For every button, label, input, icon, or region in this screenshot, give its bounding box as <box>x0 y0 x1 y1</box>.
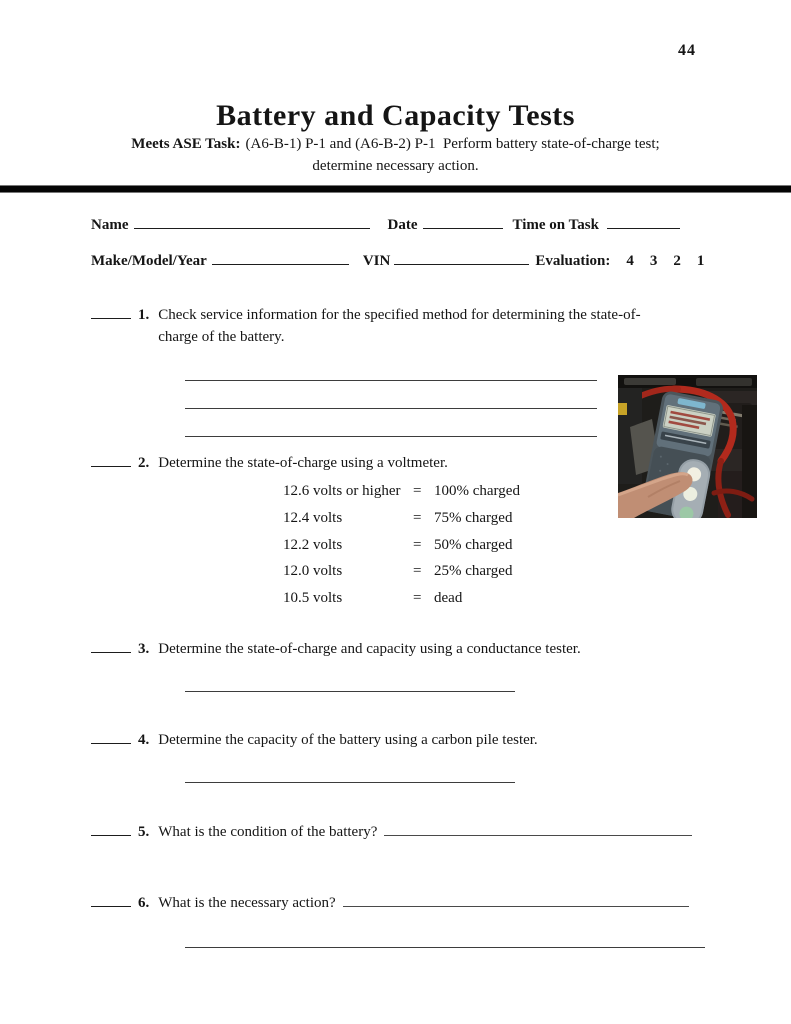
voltage-value: 10.5 volts <box>283 590 343 607</box>
charge-level: 25% charged <box>434 563 513 580</box>
ase-task-line <box>0 135 791 154</box>
voltage-value: 12.4 volts <box>283 509 343 526</box>
time-on-task-blank <box>607 214 680 229</box>
voltage-row <box>283 590 716 617</box>
equals-sign: = <box>413 536 422 553</box>
date-label: Date <box>387 217 418 233</box>
voltage-value: 12.0 volts <box>283 563 343 580</box>
evaluation-score-3: 3 <box>649 253 658 269</box>
task-5-question: What is the condition of the battery? <box>158 823 378 840</box>
evaluation-score-1: 1 <box>696 253 705 269</box>
task-6-question: What is the necessary action? <box>158 894 336 911</box>
task-2-text: Determine the state-of-charge using a voltmeter. <box>158 455 448 471</box>
task-2-grade-blank <box>91 453 131 467</box>
task-1-number: 1. <box>138 307 150 323</box>
ase-task-line-2: determine necessary action. <box>312 158 479 174</box>
task-row-1 <box>91 304 716 348</box>
equals-sign: = <box>413 509 422 526</box>
task-4-grade-blank <box>91 730 131 744</box>
equals-sign: = <box>413 590 422 607</box>
task-2-number: 2. <box>138 455 150 471</box>
task-3-text: Determine the state-of-charge and capacity using a conductance tester. <box>158 640 581 657</box>
voltage-value: 12.2 volts <box>283 536 343 553</box>
ase-task-label: Meets ASE Task: <box>131 136 241 152</box>
equals-sign: = <box>413 563 422 580</box>
evaluation-label: Evaluation: <box>535 253 611 269</box>
task-1-answer-line <box>185 408 597 409</box>
task-4-answer-line <box>185 782 515 783</box>
fields-row-2 <box>91 250 716 270</box>
voltage-row <box>283 563 716 590</box>
voltage-row <box>283 537 716 564</box>
task-4-text: Determine the capacity of the battery using a carbon pile tester. <box>158 731 538 748</box>
task-6-grade-blank <box>91 893 131 907</box>
equals-sign: = <box>413 483 422 499</box>
battery-tester-photo <box>618 375 757 518</box>
evaluation-score-4: 4 <box>626 253 634 269</box>
vin-blank <box>394 250 529 265</box>
task-6-number: 6. <box>138 894 150 911</box>
evaluation-score-2: 2 <box>673 253 681 269</box>
task-5-number: 5. <box>138 823 150 840</box>
task-6-answer-line <box>185 947 705 948</box>
charge-level: 50% charged <box>434 536 513 553</box>
make-model-year-blank <box>212 250 349 265</box>
task-row-5 <box>91 821 716 843</box>
task-row-3 <box>91 638 716 660</box>
ase-task-text: (A6-B-1) P-1 and (A6-B-2) P-1 Perform battery state-of-charge test; <box>245 136 660 152</box>
task-1-text: Check service information for the specified method for determining the state-of-charge of the battery. <box>158 307 641 345</box>
task-1-answer-line <box>185 436 597 437</box>
task-4-number: 4. <box>138 731 150 748</box>
task-6-answer-blank <box>343 893 689 907</box>
charge-level: 75% charged <box>434 509 513 526</box>
date-blank <box>423 214 503 229</box>
fields-row-1 <box>91 214 716 234</box>
task-row-4 <box>91 729 716 751</box>
task-3-answer-line <box>185 691 515 692</box>
task-6-text <box>158 892 688 914</box>
task-5-text <box>158 821 692 843</box>
task-1-answer-line <box>185 380 597 381</box>
charge-level: 100% charged <box>434 483 520 499</box>
task-5-answer-blank <box>384 822 692 836</box>
page-header <box>0 0 791 176</box>
form-content <box>91 214 716 948</box>
page-title: Battery and Capacity Tests <box>216 99 575 132</box>
task-5-grade-blank <box>91 822 131 836</box>
battery-tester-illustration <box>618 375 757 518</box>
time-on-task-label: Time on Task <box>512 217 599 233</box>
name-label: Name <box>91 217 129 233</box>
task-1-grade-blank <box>91 305 131 319</box>
vin-label: VIN <box>362 253 391 269</box>
name-blank <box>134 214 370 229</box>
divider-bar <box>0 185 791 193</box>
voltage-value: 12.6 volts or higher <box>283 483 401 499</box>
task-3-number: 3. <box>138 640 150 657</box>
page-number: 44 <box>678 42 696 59</box>
charge-level: dead <box>434 590 463 607</box>
make-model-year-label: Make/Model/Year <box>91 253 207 269</box>
task-3-grade-blank <box>91 639 131 653</box>
task-row-6 <box>91 892 716 914</box>
